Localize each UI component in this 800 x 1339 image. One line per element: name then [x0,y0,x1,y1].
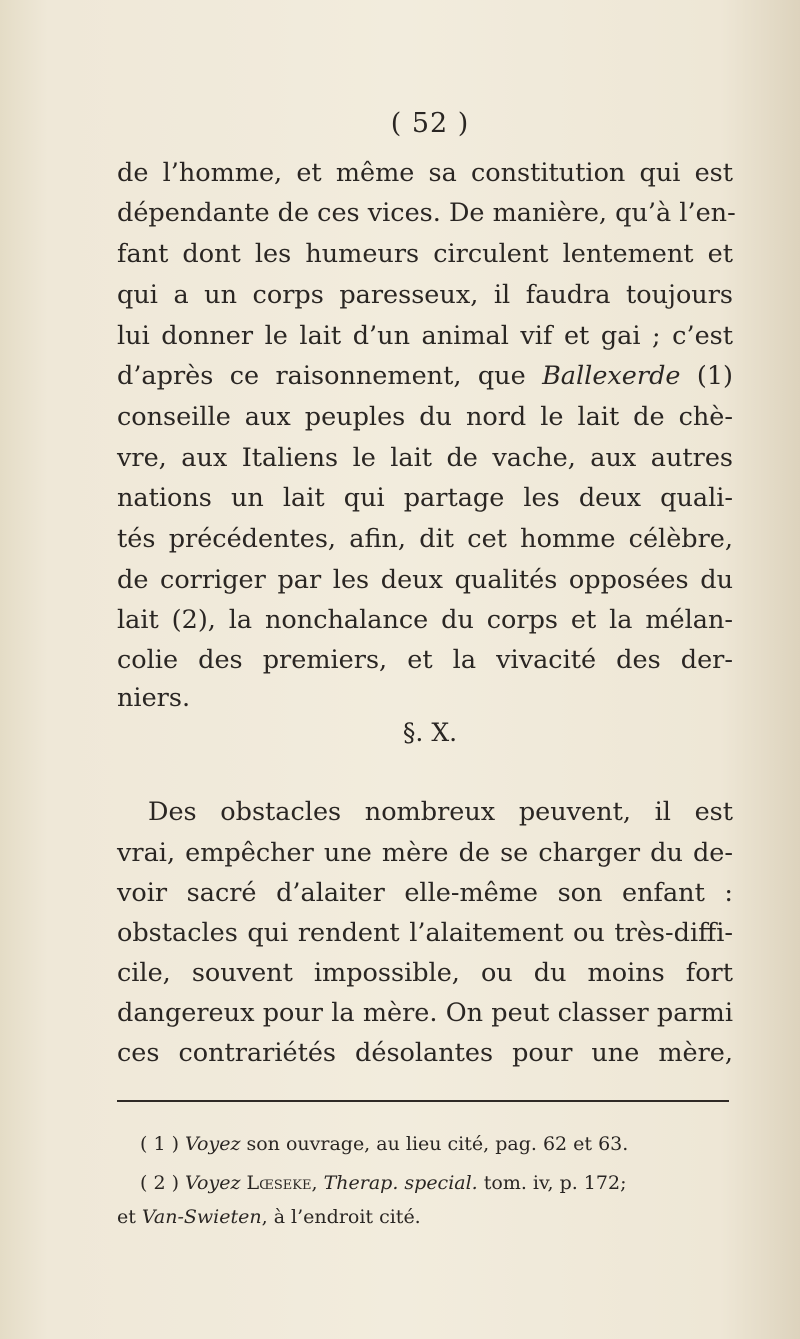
text-line: dangereux pour la mère. On peut classer parmi [117,998,733,1028]
footnote-text: tom. iv, p. 172; [477,1172,627,1194]
text-line: vre, aux Italiens le lait de vache, aux autres [117,443,733,473]
text-line: vrai, empêcher une mère de se charger du de- [117,838,733,868]
text-line [117,361,733,391]
footnote-text: , à l’endroit cité. [261,1206,421,1228]
text-line: qui a un corps paresseux, il faudra toujours [117,280,733,310]
text-fragment: d’après ce raisonnement, que [117,361,543,391]
footnote-2 [140,1170,737,1196]
footnote-rule [117,1100,729,1102]
text-line: tés précédentes, afin, dit cet homme célèbre, [117,524,733,554]
footnote-sep: , [311,1172,324,1194]
text-line: voir sacré d’alaiter elle-même son enfant : [117,878,733,908]
text-line: Des obstacles nombreux peuvent, il est [148,797,733,827]
footnote-1 [140,1131,737,1157]
footnote-voyez: Voyez [185,1172,241,1194]
footnote-author: Lœseke [246,1172,312,1194]
text-line: niers. [117,683,191,713]
footnote-number: ( 2 ) [140,1172,186,1194]
text-line: cile, souvent impossible, ou du moins fort [117,958,733,988]
text-line: de corriger par les deux qualités opposées du [117,565,733,595]
footnote-text: son ouvrage, au lieu cité, pag. 62 et 63. [240,1133,629,1155]
footnote-ref: (1) [680,361,733,391]
author-name: Ballexerde [542,361,681,391]
text-line: nations un lait qui partage les deux quali- [117,483,733,513]
section-heading: §. X. [402,718,458,747]
footnote-2-continued [117,1204,737,1230]
text-line: ces contrariétés désolantes pour une mère, [117,1038,733,1068]
footnote-text: et [117,1206,142,1228]
footnote-author: Van-Swieten [141,1206,262,1228]
page-number: ( 52 ) [390,108,470,139]
text-line: lait (2), la nonchalance du corps et la mélan- [117,605,733,635]
text-line: conseille aux peuples du nord le lait de chè- [117,402,733,432]
text-line: dépendante de ces vices. De manière, qu’à l’en- [117,198,736,228]
footnote-voyez: Voyez [185,1133,241,1155]
text-line: obstacles qui rendent l’alaitement ou très-diffi- [117,918,733,948]
footnote-work: Therap. special. [323,1172,478,1194]
text-line: fant dont les humeurs circulent lentement et [117,239,733,269]
text-line: colie des premiers, et la vivacité des der- [117,645,733,675]
footnote-number: ( 1 ) [140,1133,186,1155]
text-line: de l’homme, et même sa constitution qui est [117,158,733,188]
text-line: lui donner le lait d’un animal vif et gai ; c’est [117,321,733,351]
